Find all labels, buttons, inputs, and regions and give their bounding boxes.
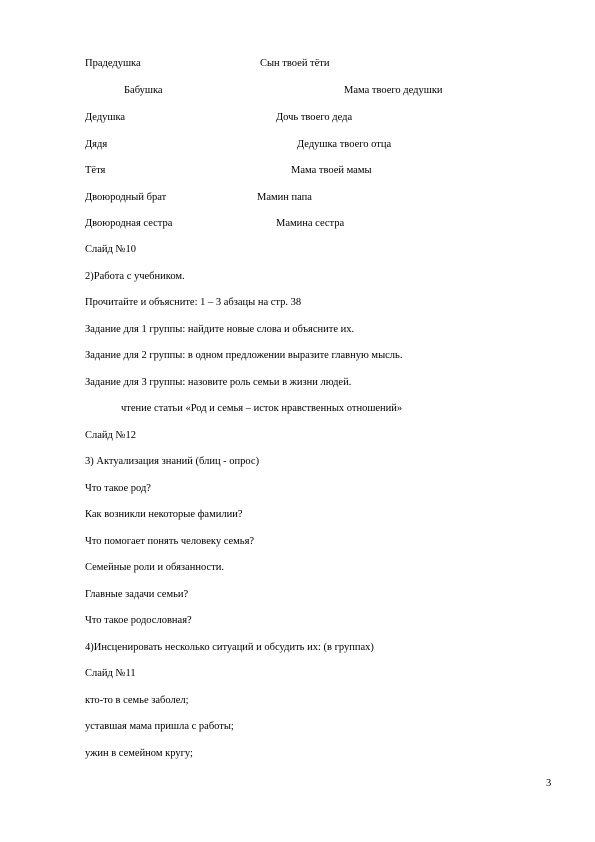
pair-right-7: Мамина сестра [276,218,345,229]
page-number: 3 [546,778,552,789]
slide-heading-10: Слайд №10 [85,244,137,255]
question-line: Что такое родословная? [85,615,192,626]
slide-heading-11: Слайд №11 [85,668,136,679]
situation-line: ужин в семейном кругу; [85,748,193,759]
pair-left-1: Прадедушка [85,58,141,69]
pair-right-6: Мамин папа [257,192,312,203]
question-line: Семейные роли и обязанности. [85,562,224,573]
pair-left-2: Бабушка [124,85,163,96]
question-line: Главные задачи семьи? [85,589,189,600]
section-heading-textbook: 2)Работа с учебником. [85,271,185,282]
section-heading-situations: 4)Инсценировать несколько ситуаций и обсудить их: (в группах) [85,642,374,653]
task-group-3: Задание для 3 группы: назовите роль семьи в жизни людей. [85,377,352,388]
pair-right-1: Сын твоей тёти [260,58,330,69]
question-line: Что помогает понять человеку семья? [85,536,255,547]
pair-left-5: Тётя [85,165,106,176]
task-group-2: Задание для 2 группы: в одном предложении выразите главную мысль. [85,350,403,361]
pair-left-4: Дядя [85,139,108,150]
pair-right-3: Дочь твоего деда [276,112,353,123]
pair-left-6: Двоюродный брат [85,192,167,203]
pair-right-2: Мама твоего дедушки [344,85,443,96]
pair-right-4: Дедушка твоего отца [297,139,392,150]
question-line: Что такое род? [85,483,151,494]
pair-left-7: Двоюродная сестра [85,218,173,229]
situation-line: кто-то в семье заболел; [85,695,189,706]
situation-line: уставшая мама пришла с работы; [85,721,234,732]
text-line: Прочитайте и объясните: 1 – 3 абзацы на стр. 38 [85,297,302,308]
slide-heading-12: Слайд №12 [85,430,137,441]
section-heading-quiz: 3) Актуализация знаний (блиц - опрос) [85,456,260,467]
task-group-1: Задание для 1 группы: найдите новые слова и объясните их. [85,324,355,335]
question-line: Как возникли некоторые фамилии? [85,509,243,520]
reading-article-line: чтение статьи «Род и семья – исток нравственных отношений» [121,403,403,414]
pair-right-5: Мама твоей мамы [291,165,372,176]
pair-left-3: Дедушка [85,112,126,123]
